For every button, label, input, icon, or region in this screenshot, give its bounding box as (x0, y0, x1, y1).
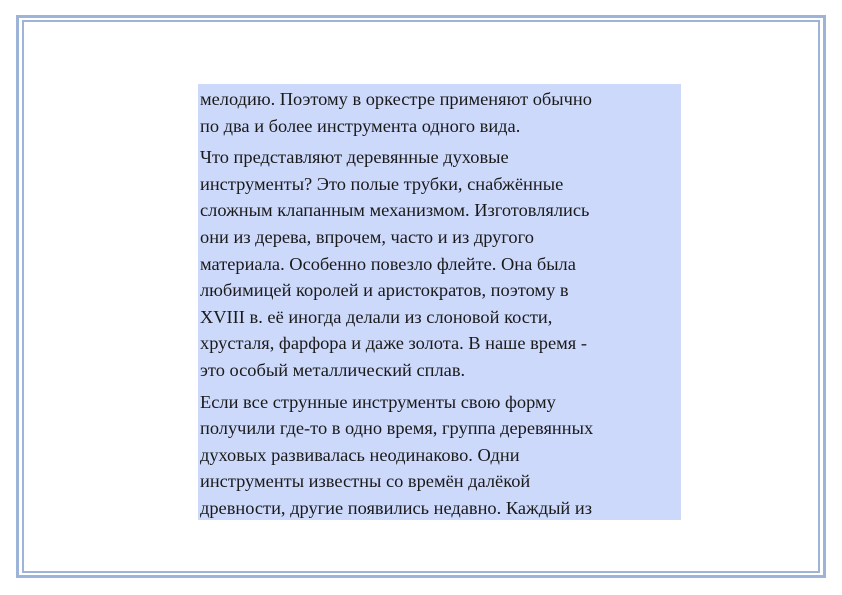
text-line: любимицей королей и аристократов, поэтому в (200, 280, 569, 301)
text-line: по два и более инструмента одного вида. (200, 115, 521, 136)
text-line: сложным клапанным механизмом. Изготовлялись (200, 200, 590, 221)
text-line: инструменты известны со времён далёкой (200, 471, 531, 492)
text-line: хрусталя, фарфора и даже золота. В наше время - (200, 333, 587, 354)
text-line: XVIII в. её иногда делали из слоновой кости, (200, 306, 553, 327)
text-line: материала. Особенно повезло флейте. Она была (200, 253, 576, 274)
text-line: получили где-то в одно время, группа деревянных (200, 418, 594, 439)
paragraph-3 (200, 389, 673, 522)
text-line: Если все струнные инструменты свою форму (200, 391, 556, 412)
paragraph-2 (200, 144, 673, 383)
text-line: это особый металлический сплав. (200, 359, 466, 380)
text-line: Что представляют деревянные духовые (200, 147, 509, 168)
text-line: они из дерева, впрочем, часто и из другого (200, 226, 534, 247)
paragraph-1 (200, 86, 673, 139)
text-line: древности, другие появились недавно. Каждый из (200, 497, 592, 518)
text-box (198, 84, 681, 520)
text-line: инструменты? Это полые трубки, снабжённые (200, 173, 564, 194)
text-line: мелодию. Поэтому в оркестре применяют обычно (200, 89, 592, 109)
text-line: духовых развивалась неодинаково. Одни (200, 444, 520, 465)
